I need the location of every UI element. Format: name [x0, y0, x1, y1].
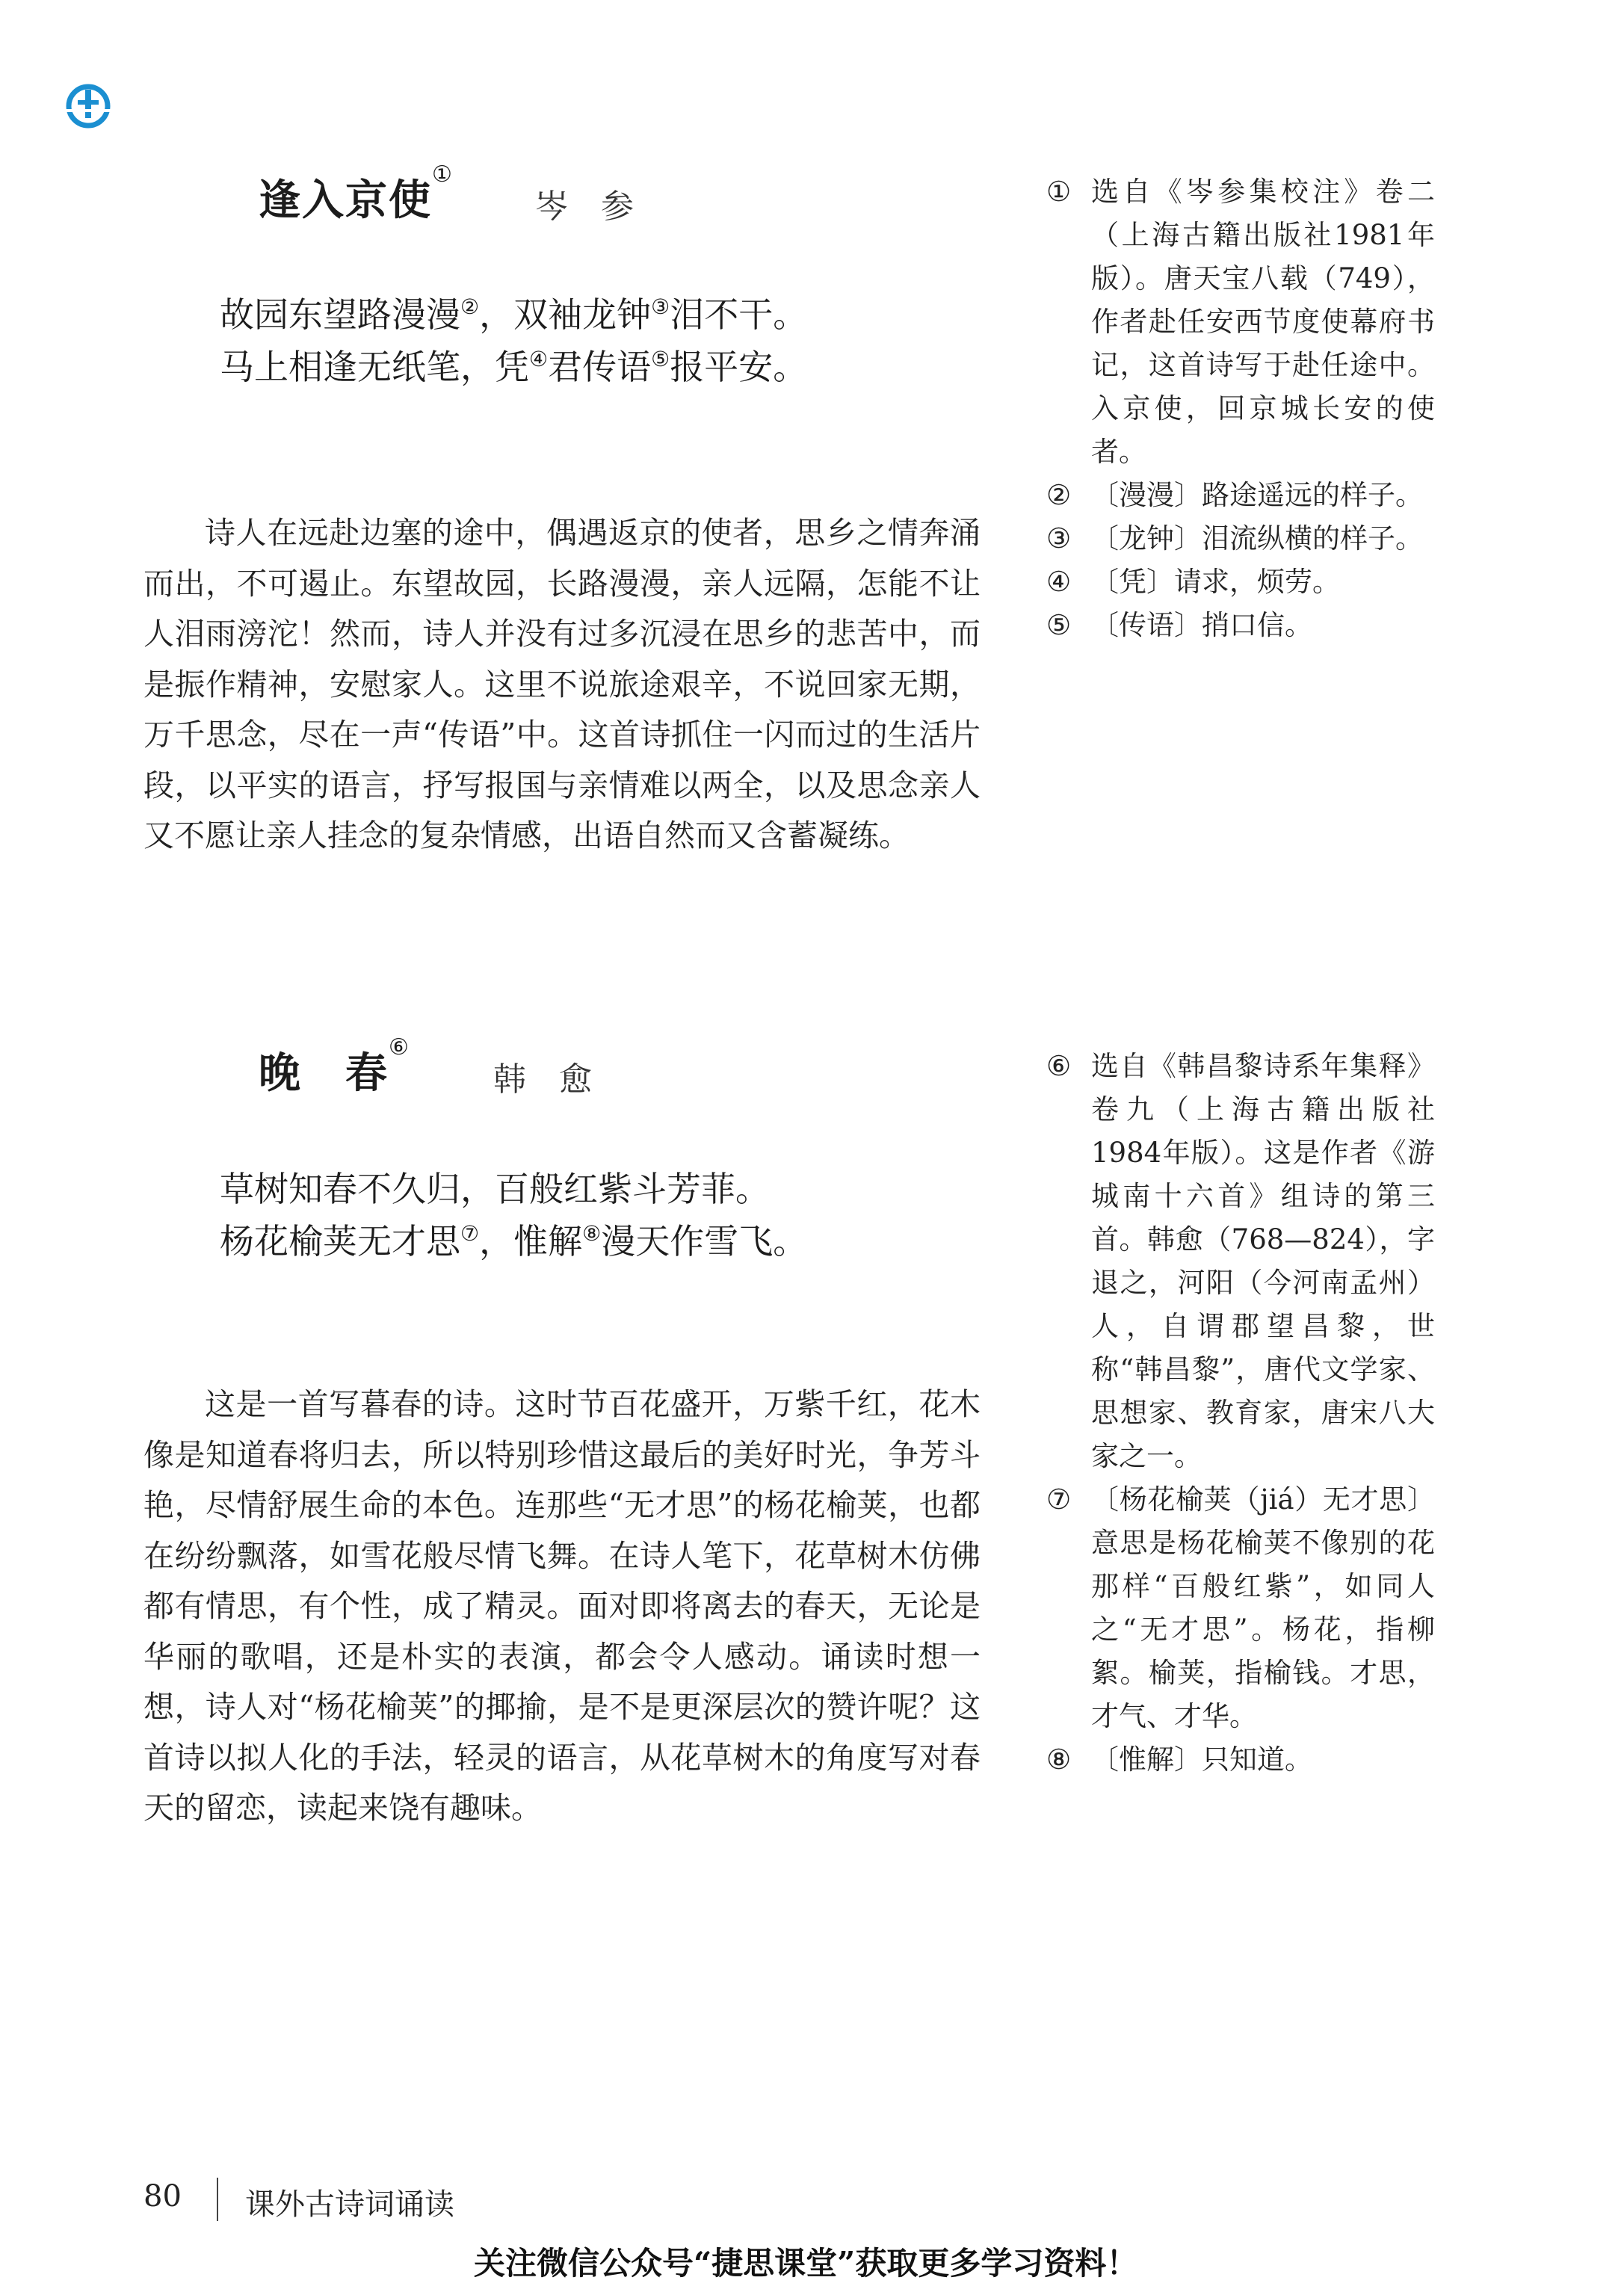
section-title: 课外古诗词诵读: [245, 2187, 454, 2222]
footnote-ref: ⑥: [389, 1034, 410, 1060]
footnote-item: ① 选自《岑参集校注》卷二（上海古籍出版社1981年版）。唐天宝八载（749），作者赴任安西节度使幕府书记，这首诗写于赴任途中。入京使，回京城长安的使者。: [1046, 176, 1435, 468]
poem2-line1: 草树知春不久归，百般红紫斗芳菲。: [220, 1169, 770, 1209]
footnote-item: ⑥ 选自《韩昌黎诗系年集释》卷九（上海古籍出版社1984年版）。这是作者《游城南十六首》组诗的第三首。韩愈（768—824），字退之，河阳（今河南孟州）人，自谓郡望昌黎，世称“韩昌黎”，唐代文学家、思想家、教育家，唐宋八大家之一。: [1046, 1050, 1435, 1472]
footnote-item: ⑧ 〔惟解〕只知道。: [1046, 1743, 1312, 1776]
footnote-ref: ①: [432, 161, 454, 188]
promo-text: 关注微信公众号“捷思课堂”获取更多学习资料！: [474, 2245, 1138, 2282]
poem1-commentary: 诗人在远赴边塞的途中，偶遇返京的使者，思乡之情奔涌而出，不可遏止。东望故园，长路漫漫，亲人远隔，怎能不让人泪雨滂沱！然而，诗人并没有过多沉浸在思乡的悲苦中，而是振作精神，安慰家人。这里不说旅途艰辛，不说回家无期，万千思念，尽在一声“传语”中。这首诗抓住一闪而过的生活片段，以平实的语言，抒写报国与亲情难以两全，以及思念亲人又不愿让亲人挂念的复杂情感，出语自然而又含蓄凝练。: [143, 515, 981, 853]
poem2-commentary: 这是一首写暮春的诗。这时节百花盛开，万紫千红，花木像是知道春将归去，所以特别珍惜这最后的美好时光，争芳斗艳，尽情舒展生命的本色。连那些“无才思”的杨花榆荚，也都在纷纷飘落，如雪花般尽情飞舞。在诗人笔下，花草树木仿佛都有情思，有个性，成了精灵。面对即将离去的春天，无论是华丽的歌唱，还是朴实的表演，都会令人感动。诵读时想一想，诗人对“杨花榆荚”的揶揄，是不是更深层次的赞许呢？这首诗以拟人化的手法，轻灵的语言，从花草树木的角度写对春天的留恋，读起来饶有趣味。: [143, 1386, 981, 1826]
footnote-item: ③ 〔龙钟〕泪流纵横的样子。: [1046, 522, 1423, 555]
poem2-author: 韩 愈: [493, 1060, 592, 1099]
footnote-item: ⑦ 〔杨花榆荚（jiá）无才思〕意思是杨花榆荚不像别的花那样“百般红紫”，如同人之“无才思”。杨花，指柳絮。榆荚，指榆钱。才思，才气、才华。: [1046, 1483, 1435, 1732]
poem1-line2: 马上相逢无纸笔，凭④君传语⑤报平安。: [220, 347, 808, 387]
poem2-title: 晚 春⑥: [259, 1034, 410, 1098]
poem1-title: 逢入京使①: [259, 161, 454, 225]
footer-divider: [217, 2178, 218, 2221]
footnote-item: ⑤ 〔传语〕捎口信。: [1046, 609, 1312, 641]
anchor-icon: [66, 84, 111, 129]
poem1-footnotes: [1046, 170, 1435, 647]
footnote-item: ② 〔漫漫〕路途遥远的样子。: [1046, 479, 1423, 511]
poem1-line1: 故园东望路漫漫②，双袖龙钟③泪不干。: [220, 294, 808, 335]
poem2-footnotes: [1046, 1045, 1435, 1782]
poem2-line2: 杨花榆荚无才思⑦，惟解⑧漫天作雪飞。: [220, 1221, 808, 1261]
poem1-author: 岑 参: [535, 188, 634, 226]
footnote-item: ④ 〔凭〕请求，烦劳。: [1046, 566, 1340, 598]
page-number: 80: [143, 2179, 182, 2214]
